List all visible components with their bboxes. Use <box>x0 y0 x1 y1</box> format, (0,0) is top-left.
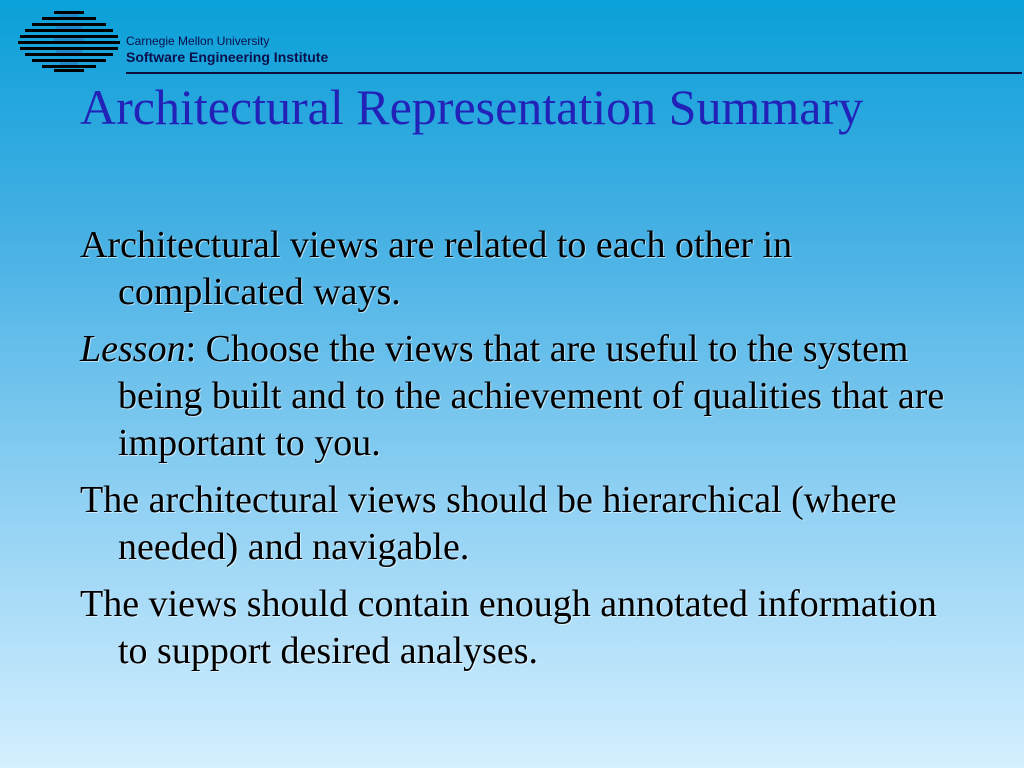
bullet-text: The architectural views should be hierarchical (where needed) and navigable. <box>80 479 897 568</box>
bullet-item <box>80 222 960 316</box>
bullet-text: Architectural views are related to each other in complicated ways. <box>80 224 793 313</box>
bullet-item <box>80 326 960 467</box>
bullet-list <box>80 222 960 685</box>
bullet-item <box>80 581 960 675</box>
university-name: Carnegie Mellon University <box>126 34 270 48</box>
bullet-text: : Choose the views that are useful to the system being built and to the achievement of qualities that are important to you. <box>118 328 945 464</box>
bullet-text: The views should contain enough annotated information to support desired analyses. <box>80 583 937 672</box>
institute-name: Software Engineering Institute <box>126 49 329 66</box>
bullet-lead: Lesson <box>80 328 186 370</box>
bullet-item <box>80 477 960 571</box>
organization-name <box>126 34 328 66</box>
slide-title: Architectural Representation Summary <box>80 79 864 135</box>
sei-logo-icon <box>16 10 122 72</box>
header-divider <box>126 72 1022 74</box>
